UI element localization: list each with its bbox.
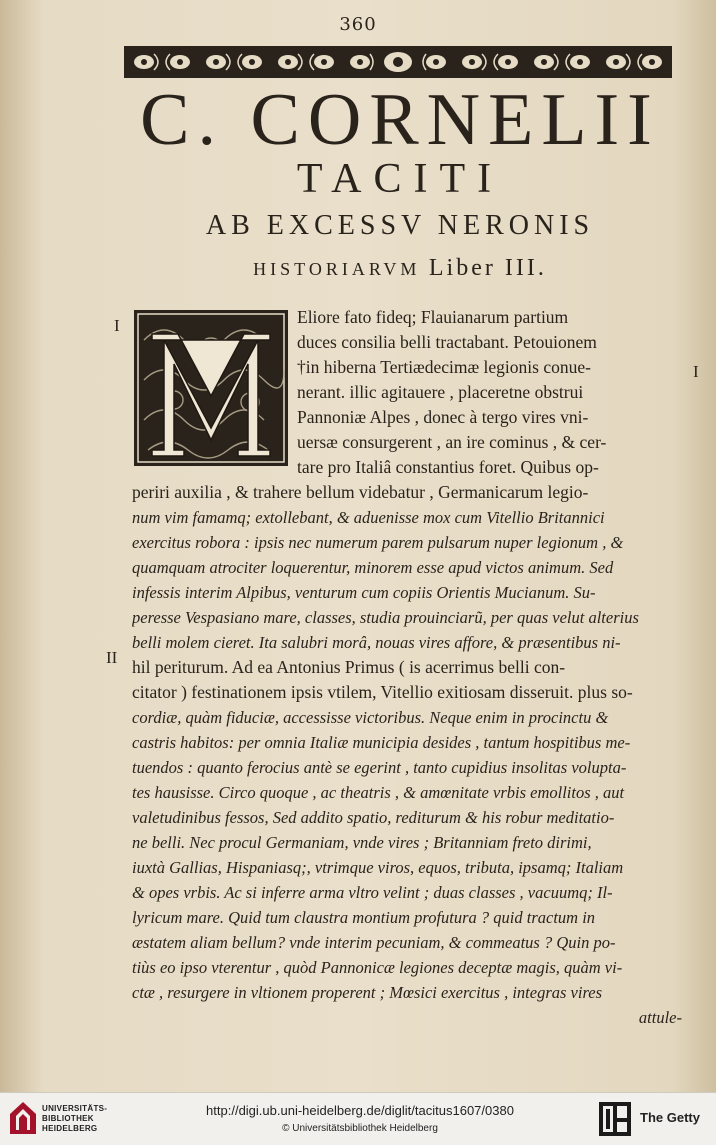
copyright-notice: © Universitätsbibliothek Heidelberg	[282, 1123, 438, 1134]
page-number: 360	[339, 14, 377, 35]
text-line: citator ) festinationem ipsis vtilem, Vitellio exitiosam disseruit. plus so-	[132, 682, 633, 702]
text-line: tare pro Italiâ constantius foret. Quibus op-	[297, 457, 599, 477]
text-line: iuxtà Gallias, Hispaniasq;, vtrimque viros, equos, tributa, ipsamq; Italiam	[132, 858, 624, 877]
title-name: TACITI	[296, 156, 504, 202]
text-line: tes hausisse. Circo quoque , ac theatris , & amœnitate vrbis emollitos , aut	[132, 783, 625, 802]
margin-number: I	[114, 316, 120, 335]
university-library-name: UNIVERSITÄTS- BIBLIOTHEK HEIDELBERG	[42, 1104, 108, 1133]
permalink-url[interactable]: http://digi.ub.uni-heidelberg.de/diglit/tacitus1607/0380	[206, 1103, 514, 1118]
title-book	[110, 254, 690, 283]
text-line: quamquam atrociter loquerentur, minorem esse apud victos animum. Sed	[132, 558, 614, 577]
margin-number: I	[693, 362, 699, 381]
margin-number: II	[106, 648, 118, 667]
text-line: hil periturum. Ad ea Antonius Primus ( is acerrimus belli con-	[132, 657, 566, 677]
text-line: & opes vrbis. Ac si inferre arma vltro velint ; duas classes , vacuumq; Il-	[132, 883, 613, 902]
getty-logo-icon	[598, 1101, 632, 1137]
title-book-series: HISTORIARVM	[253, 259, 421, 279]
text-line: æstatem aliam bellum? vnde interim pecuniam, & commeatus ? Quin po-	[132, 933, 616, 952]
partner-name: The Getty	[640, 1110, 700, 1125]
text-line: Eliore fato fideq; Flauianarum partium	[297, 307, 569, 327]
text-line: †in hiberna Tertiædecimæ legionis conue-	[297, 357, 591, 377]
decorated-initial-m	[134, 310, 288, 466]
text-line: peresse Vespasiano mare, classes, studia prouinciarũ, per quas velut alterius	[132, 608, 639, 627]
text-line: lyricum mare. Quid tum claustra montium profutura ? quid tractum in	[132, 908, 596, 927]
text-line: valetudinibus fessos, Sed addito spatio, rediturum & his robur meditatio-	[132, 808, 615, 827]
title-book-number: Liber III.	[428, 255, 547, 281]
university-library-logo-icon	[8, 1100, 38, 1136]
text-line: infessis interim Alpibus, venturum cum copiis Orientis Mucianum. Su-	[132, 583, 596, 602]
catchword: attule-	[638, 1008, 682, 1027]
text-line: tuendos : quanto ferocius antè se egerint , tanto cupidius insolitas volupta-	[132, 758, 627, 777]
text-line: exercitus robora : ipsis nec numerum parem pulsarum nuper legionum , &	[132, 533, 624, 552]
text-line: uersæ consurgerent , an ire cominus , & cer-	[297, 432, 607, 452]
text-line: nerant. illic agitauere , placeretne obstrui	[297, 382, 584, 402]
text-line: belli molem cieret. Ita salubri morâ, nouas vires affore, & præsentibus ni-	[132, 633, 621, 652]
text-line: tiùs eo ipso vterentur , quòd Pannonicæ legiones deceptæ magis, quàm vi-	[132, 958, 623, 977]
text-line: cordiæ, quàm fiduciæ, accessisse victoribus. Neque enim in procinctu &	[132, 708, 609, 727]
text-line: num vim famamq; extollebant, & aduenisse mox cum Vitellio Britannici	[132, 508, 605, 527]
text-line: periri auxilia , & trahere bellum videbatur , Germanicarum legio-	[132, 482, 589, 502]
text-line: ctæ , resurgere in vltionem properent ; Mœsici exercitus , integras vires	[132, 983, 603, 1002]
ornamental-band	[124, 44, 672, 80]
viewer-footer	[0, 1092, 716, 1145]
title-author: C. CORNELII	[140, 79, 660, 161]
text-line: duces consilia belli tractabant. Petouionem	[297, 332, 597, 352]
text-line: ne belli. Nec procul Germaniam, vnde vires ; Britanniam freto dirimi,	[132, 833, 592, 852]
title-work: AB EXCESSV NERONIS	[205, 210, 595, 241]
text-line: Pannoniæ Alpes , donec à tergo vires vni-	[297, 407, 589, 427]
text-line: castris habitos: per omnia Italiæ municipia desides , tantum hospitibus me-	[132, 733, 631, 752]
